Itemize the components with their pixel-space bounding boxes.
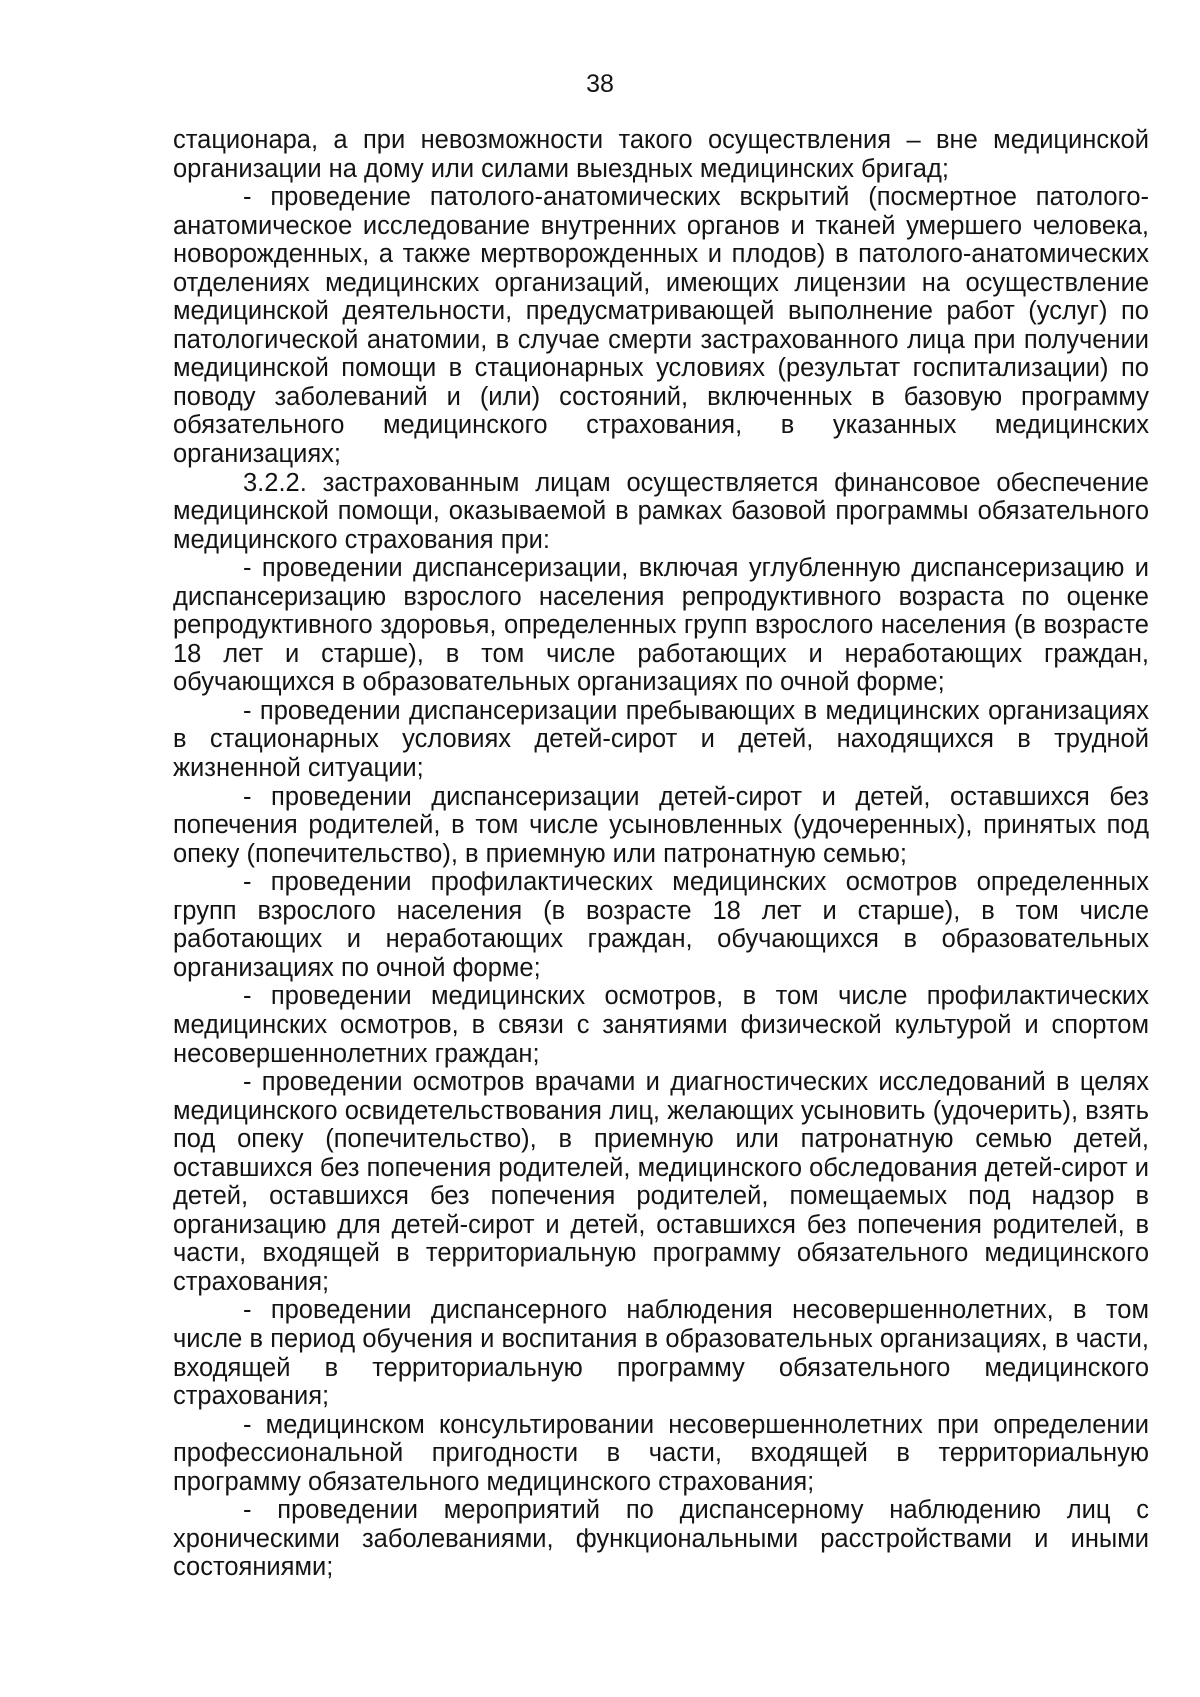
paragraph-adoption-exams: - проведении осмотров врачами и диагностических исследований в целях медицинского освидетельствования лиц, желающих усыновить (удочерить), взять под опеку (попечительство), в приемную или патронатную семью детей, оставшихся без попечения родителей, медицинского обследования детей-сирот и детей, оставшихся без попечения родителей, помещаемых под надзор в организацию для детей-сирот и детей, оставшихся без попечения родителей, в части, входящей в территориальную программу обязательного медицинского страхования; (173, 1068, 1149, 1296)
paragraph-continuation: стационара, а при невозможности такого осуществления – вне медицинской организации на дому или силами выездных медицинских бригад; (173, 126, 1149, 183)
paragraph-sport-exams: - проведении медицинских осмотров, в том числе профилактических медицинских осмотров, в связи с занятиями физической культурой и спортом несовершеннолетних граждан; (173, 982, 1149, 1068)
document-body (173, 126, 1149, 1582)
page-number: 38 (586, 70, 614, 98)
paragraph-autopsy: - проведение патолого-анатомических вскрытий (посмертное патолого-анатомическое исследование внутренних органов и тканей умершего человека, новорожденных, а также мертворожденных и плодов) в патолого-анатомических отделениях медицинских организаций, имеющих лицензии на осуществление медицинской деятельности, предусматривающей выполнение работ (услуг) по патологической анатомии, в случае смерти застрахованного лица при получении медицинской помощи в стационарных условиях (результат госпитализации) по поводу заболеваний и (или) состояний, включенных в базовую программу обязательного медицинского страхования, в указанных медицинских организациях; (173, 183, 1149, 469)
paragraph-preventive-exams: - проведении профилактических медицинских осмотров определенных групп взрослого населения (в возрасте 18 лет и старше), в том числе работающих и неработающих граждан, обучающихся в образовательных организациях по очной форме; (173, 868, 1149, 982)
paragraph-dispensarization: - проведении диспансеризации, включая углубленную диспансеризацию и диспансеризацию взрослого населения репродуктивного возраста по оценке репродуктивного здоровья, определенных групп взрослого населения (в возрасте 18 лет и старше), в том числе работающих и неработающих граждан, обучающихся в образовательных организациях по очной форме; (173, 554, 1149, 697)
paragraph-minors-observation: - проведении диспансерного наблюдения несовершеннолетних, в том числе в период обучения и воспитания в образовательных организациях, в части, входящей в территориальную программу обязательного медицинского страхования; (173, 1296, 1149, 1411)
paragraph-chronic-observation: - проведении мероприятий по диспансерному наблюдению лиц с хроническими заболеваниями, функциональными расстройствами и иными состояниями; (173, 1496, 1149, 1582)
paragraph-orphans-dispensarization: - проведении диспансеризации детей-сирот и детей, оставшихся без попечения родителей, в том числе усыновленных (удочеренных), принятых под опеку (попечительство), в приемную или патронатную семью; (173, 782, 1149, 868)
paragraph-section-3-2-2: 3.2.2. застрахованным лицам осуществляется финансовое обеспечение медицинской помощи, оказываемой в рамках базовой программы обязательного медицинского страхования при: (173, 468, 1149, 554)
paragraph-inpatient-dispensarization: - проведении диспансеризации пребывающих в медицинских организациях в стационарных условиях детей-сирот и детей, находящихся в трудной жизненной ситуации; (173, 696, 1149, 783)
paragraph-professional-consulting: - медицинском консультировании несовершеннолетних при определении профессиональной пригодности в части, входящей в территориальную программу обязательного медицинского страхования; (173, 1410, 1149, 1496)
